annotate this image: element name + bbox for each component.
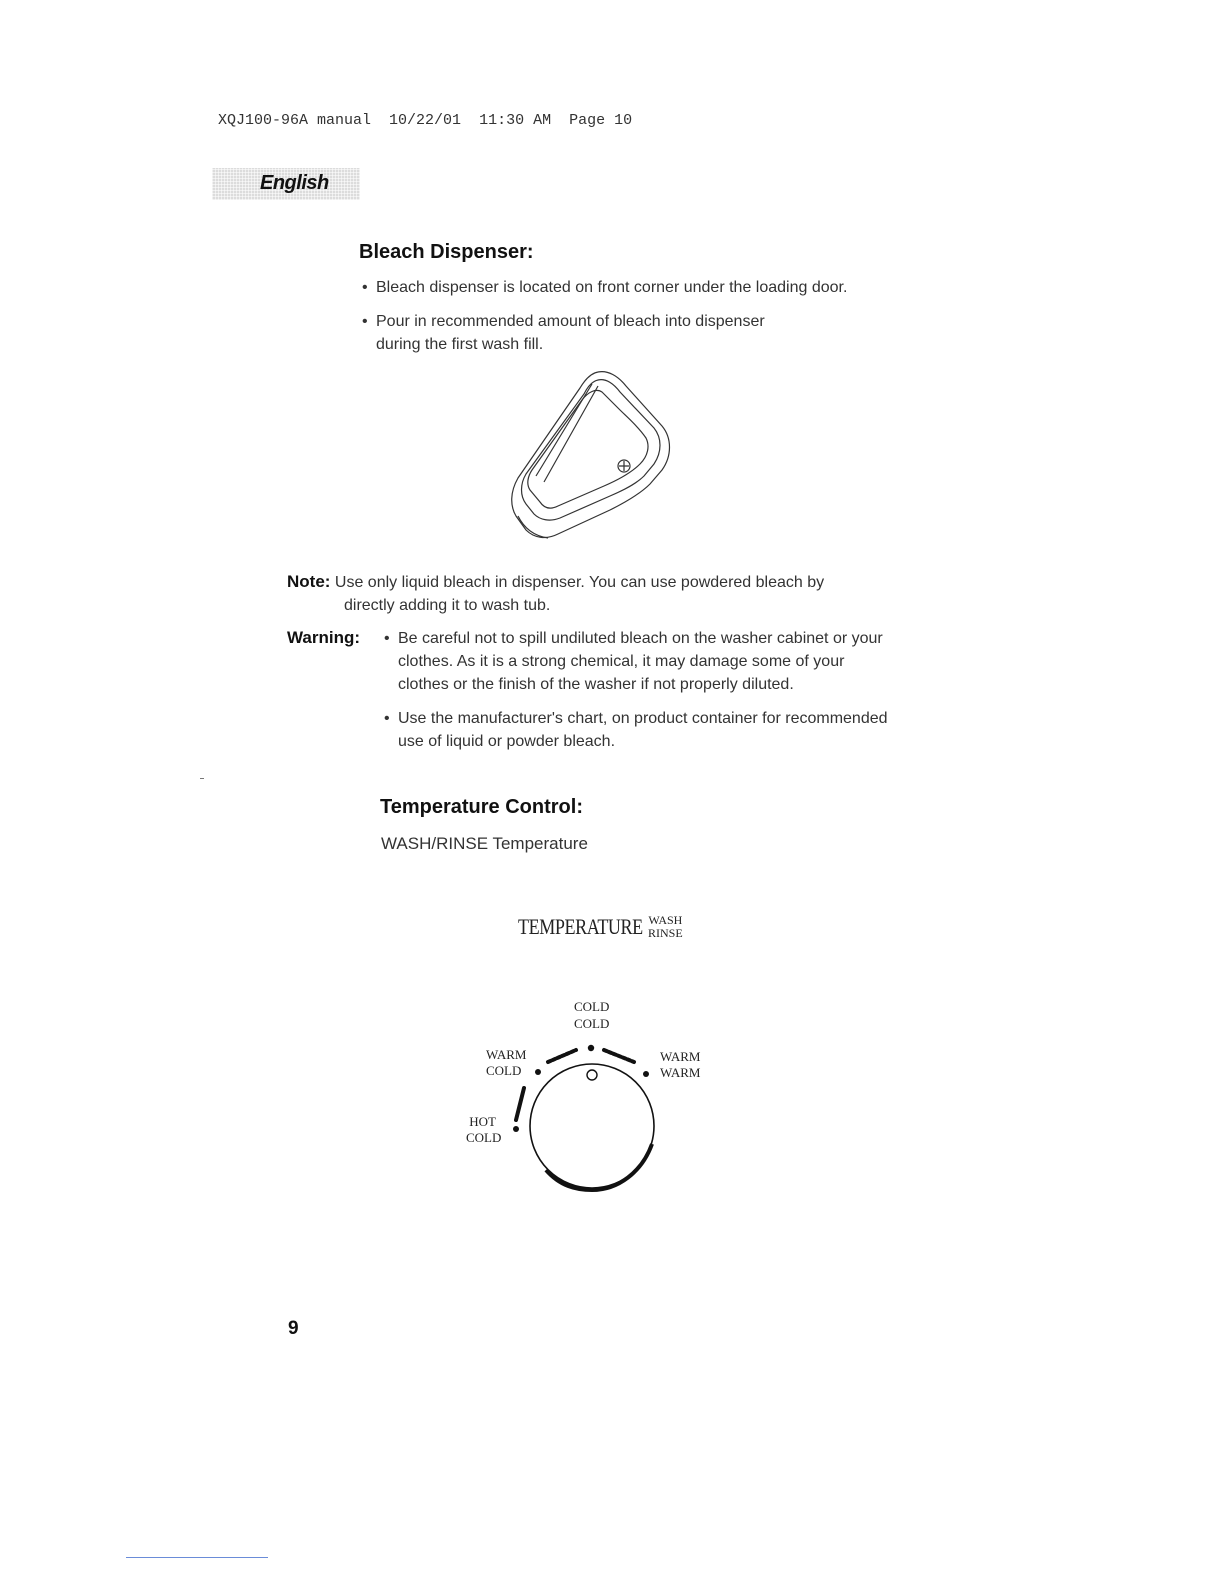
dial-arc-lower-left [516, 1088, 524, 1120]
dial-pointer-mark [587, 1070, 597, 1080]
temperature-subtitle: WASH/RINSE Temperature [381, 834, 588, 853]
note-block [287, 570, 967, 617]
language-tab-label: English [260, 172, 329, 194]
header-doc-id: XQJ100-96A manual [218, 112, 372, 129]
note-line-2: directly adding it to wash tub. [344, 597, 551, 614]
stray-mark [200, 778, 204, 779]
header-page-ref: Page 10 [569, 112, 633, 129]
dial-wash-label: WASH [648, 913, 683, 927]
dial-arc-right [604, 1050, 634, 1062]
dial-heading-sub [648, 914, 683, 940]
warning-block [384, 627, 964, 753]
dial-label-warm-cold: WARM COLD [486, 1047, 527, 1078]
dial-dot-hot-cold [513, 1126, 519, 1132]
bleach-bullet-1: • Bleach dispenser is located on front corner under the loading door. [362, 279, 848, 296]
temperature-control-title: Temperature Control: [380, 796, 583, 818]
dial-heading: TEMPERATURE [518, 914, 643, 939]
dial-dot-cold-cold [588, 1045, 594, 1051]
page-number: 9 [288, 1318, 299, 1339]
print-header [218, 112, 632, 129]
warning-bullet-1: • Be careful not to spill undiluted bleach on the washer cabinet or your [384, 630, 883, 647]
warning-label: Warning: [287, 628, 361, 647]
header-time: 11:30 AM [479, 112, 552, 129]
bottom-rule [126, 1557, 268, 1558]
warning-bullet-1-line-2: clothes. As it is a strong chemical, it may damage some of your [398, 653, 845, 670]
warning-bullet-1-line-3: clothes or the finish of the washer if not properly diluted. [398, 676, 794, 693]
bleach-dispenser-illustration [500, 366, 680, 556]
dial-dot-warm-warm [643, 1071, 649, 1077]
dial-dot-warm-cold [535, 1069, 541, 1075]
note-label: Note: [287, 572, 331, 591]
header-date: 10/22/01 [389, 112, 462, 129]
dial-label-hot-cold: HOT COLD [466, 1114, 502, 1145]
warning-bullet-2: • Use the manufacturer's chart, on product container for recommended [384, 710, 888, 727]
warning-bullet-2-line-2: use of liquid or powder bleach. [398, 733, 616, 750]
dial-rinse-label: RINSE [648, 926, 683, 940]
dial-label-warm-warm: WARM WARM [660, 1049, 701, 1080]
bleach-bullet-2: • Pour in recommended amount of bleach into dispenser [362, 313, 765, 330]
dial-arc-left [548, 1050, 576, 1062]
note-line-1: Use only liquid bleach in dispenser. You can use powdered bleach by [334, 574, 825, 591]
temperature-dial[interactable] [500, 1030, 670, 1200]
language-tab [212, 168, 360, 200]
bleach-bullet-2-cont: during the first wash fill. [376, 336, 544, 353]
dial-shadow-arc [546, 1144, 652, 1190]
bleach-dispenser-title: Bleach Dispenser: [359, 241, 534, 263]
dial-label-cold-cold: COLD COLD [574, 999, 610, 1031]
bleach-bullet-list [362, 276, 962, 356]
